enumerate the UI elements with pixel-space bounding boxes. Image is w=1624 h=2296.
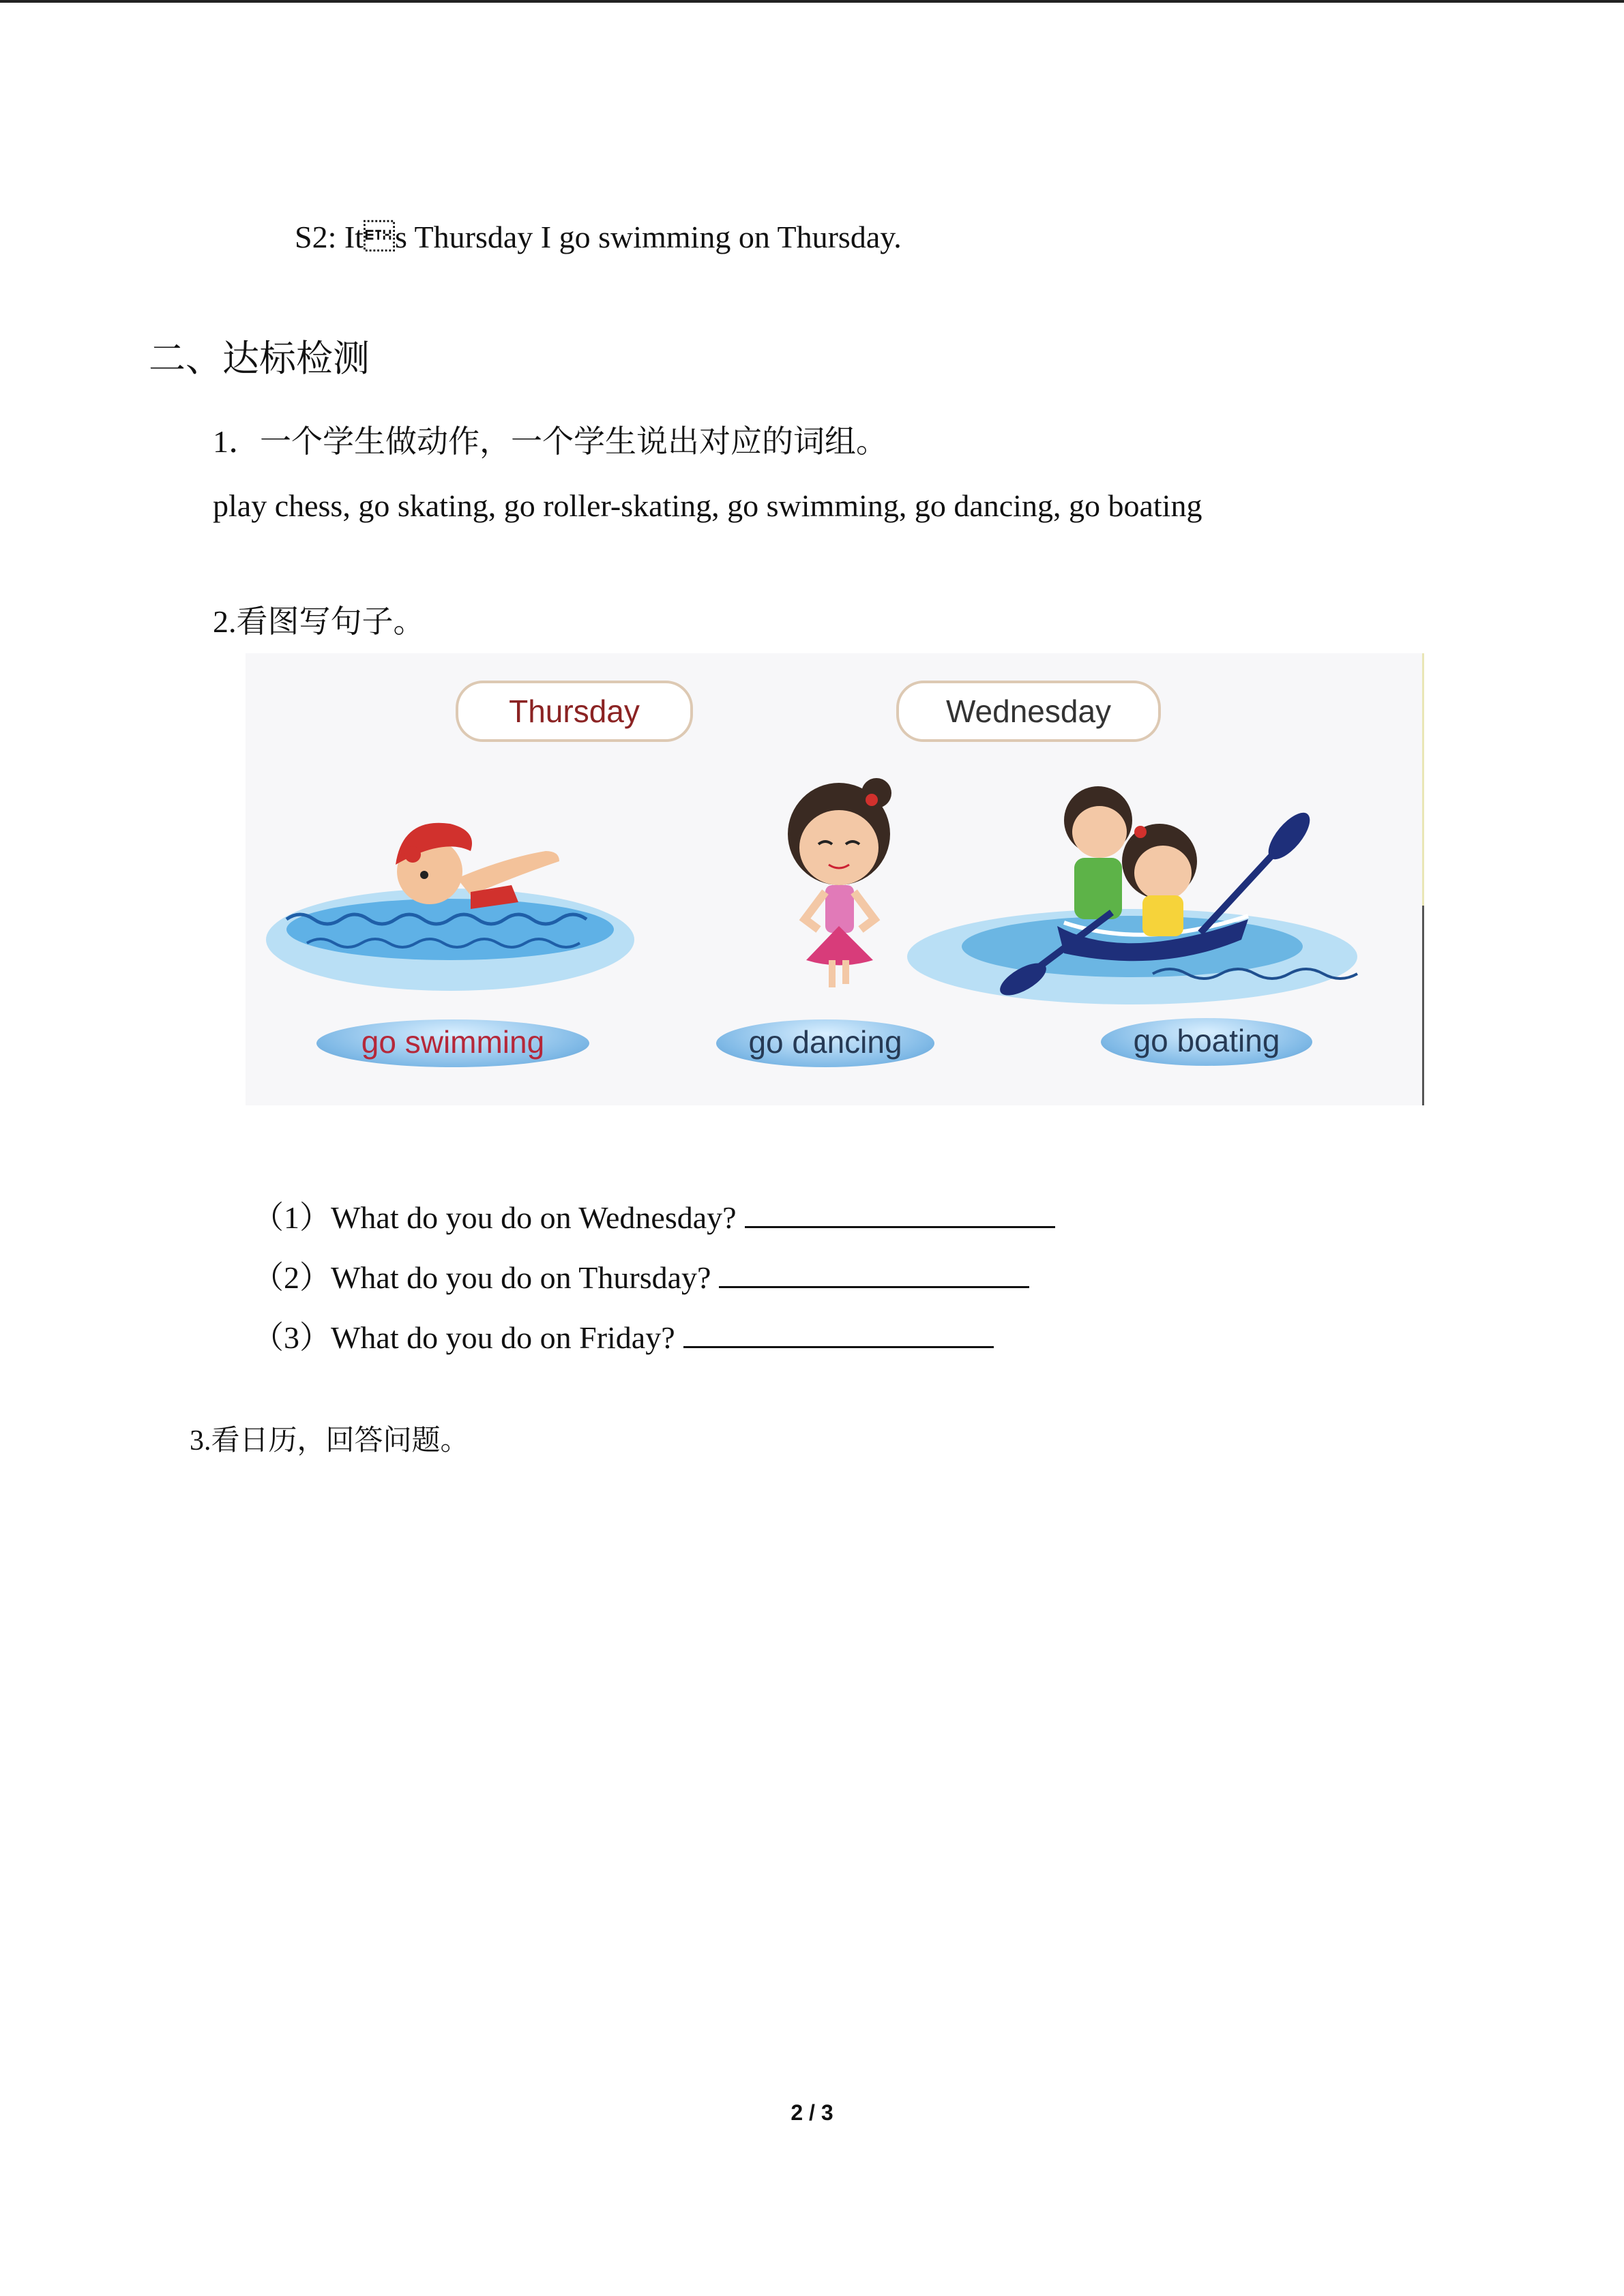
- task1-phrases: play chess, go skating, go roller-skating, go swimming, go dancing, go boating: [213, 488, 1202, 523]
- swimmer-illustration: [266, 823, 634, 991]
- page-top-rule: [0, 0, 1624, 3]
- go-dancing-label: go dancing: [716, 1019, 934, 1067]
- task2-title: 2.看图写句子。: [213, 604, 425, 639]
- go-boating-label: go boating: [1101, 1018, 1312, 1066]
- question-3: [252, 1319, 994, 1357]
- task3-title: 3.看日历，回答问题。: [190, 1425, 469, 1457]
- boating-illustration: [907, 786, 1357, 1004]
- question-2-text: （2）What do you do on Thursday?: [252, 1260, 711, 1295]
- dancer-illustration: [788, 778, 891, 987]
- answer-blank-3[interactable]: [683, 1319, 994, 1348]
- question-2: [252, 1259, 1029, 1297]
- page-number: 2 / 3: [791, 2100, 833, 2125]
- task1-title: 1．一个学生做动作，一个学生说出对应的词组。: [213, 424, 887, 459]
- question-1-text: （1）What do you do on Wednesday?: [252, 1200, 737, 1235]
- activity-picture: [246, 653, 1424, 1105]
- section-heading: 二、达标检测: [149, 338, 370, 379]
- thursday-label: Thursday: [456, 681, 693, 742]
- wednesday-label: Wednesday: [896, 681, 1161, 742]
- picture-edge-dark: [1422, 906, 1424, 1105]
- question-1: [252, 1199, 1055, 1237]
- answer-blank-2[interactable]: [719, 1259, 1029, 1288]
- question-3-text: （3）What do you do on Friday?: [252, 1320, 675, 1355]
- go-swimming-label: go swimming: [316, 1019, 589, 1067]
- dialogue-line: S2: Its Thursday I go swimming on Thursday.: [295, 220, 902, 254]
- answer-blank-1[interactable]: [745, 1199, 1055, 1228]
